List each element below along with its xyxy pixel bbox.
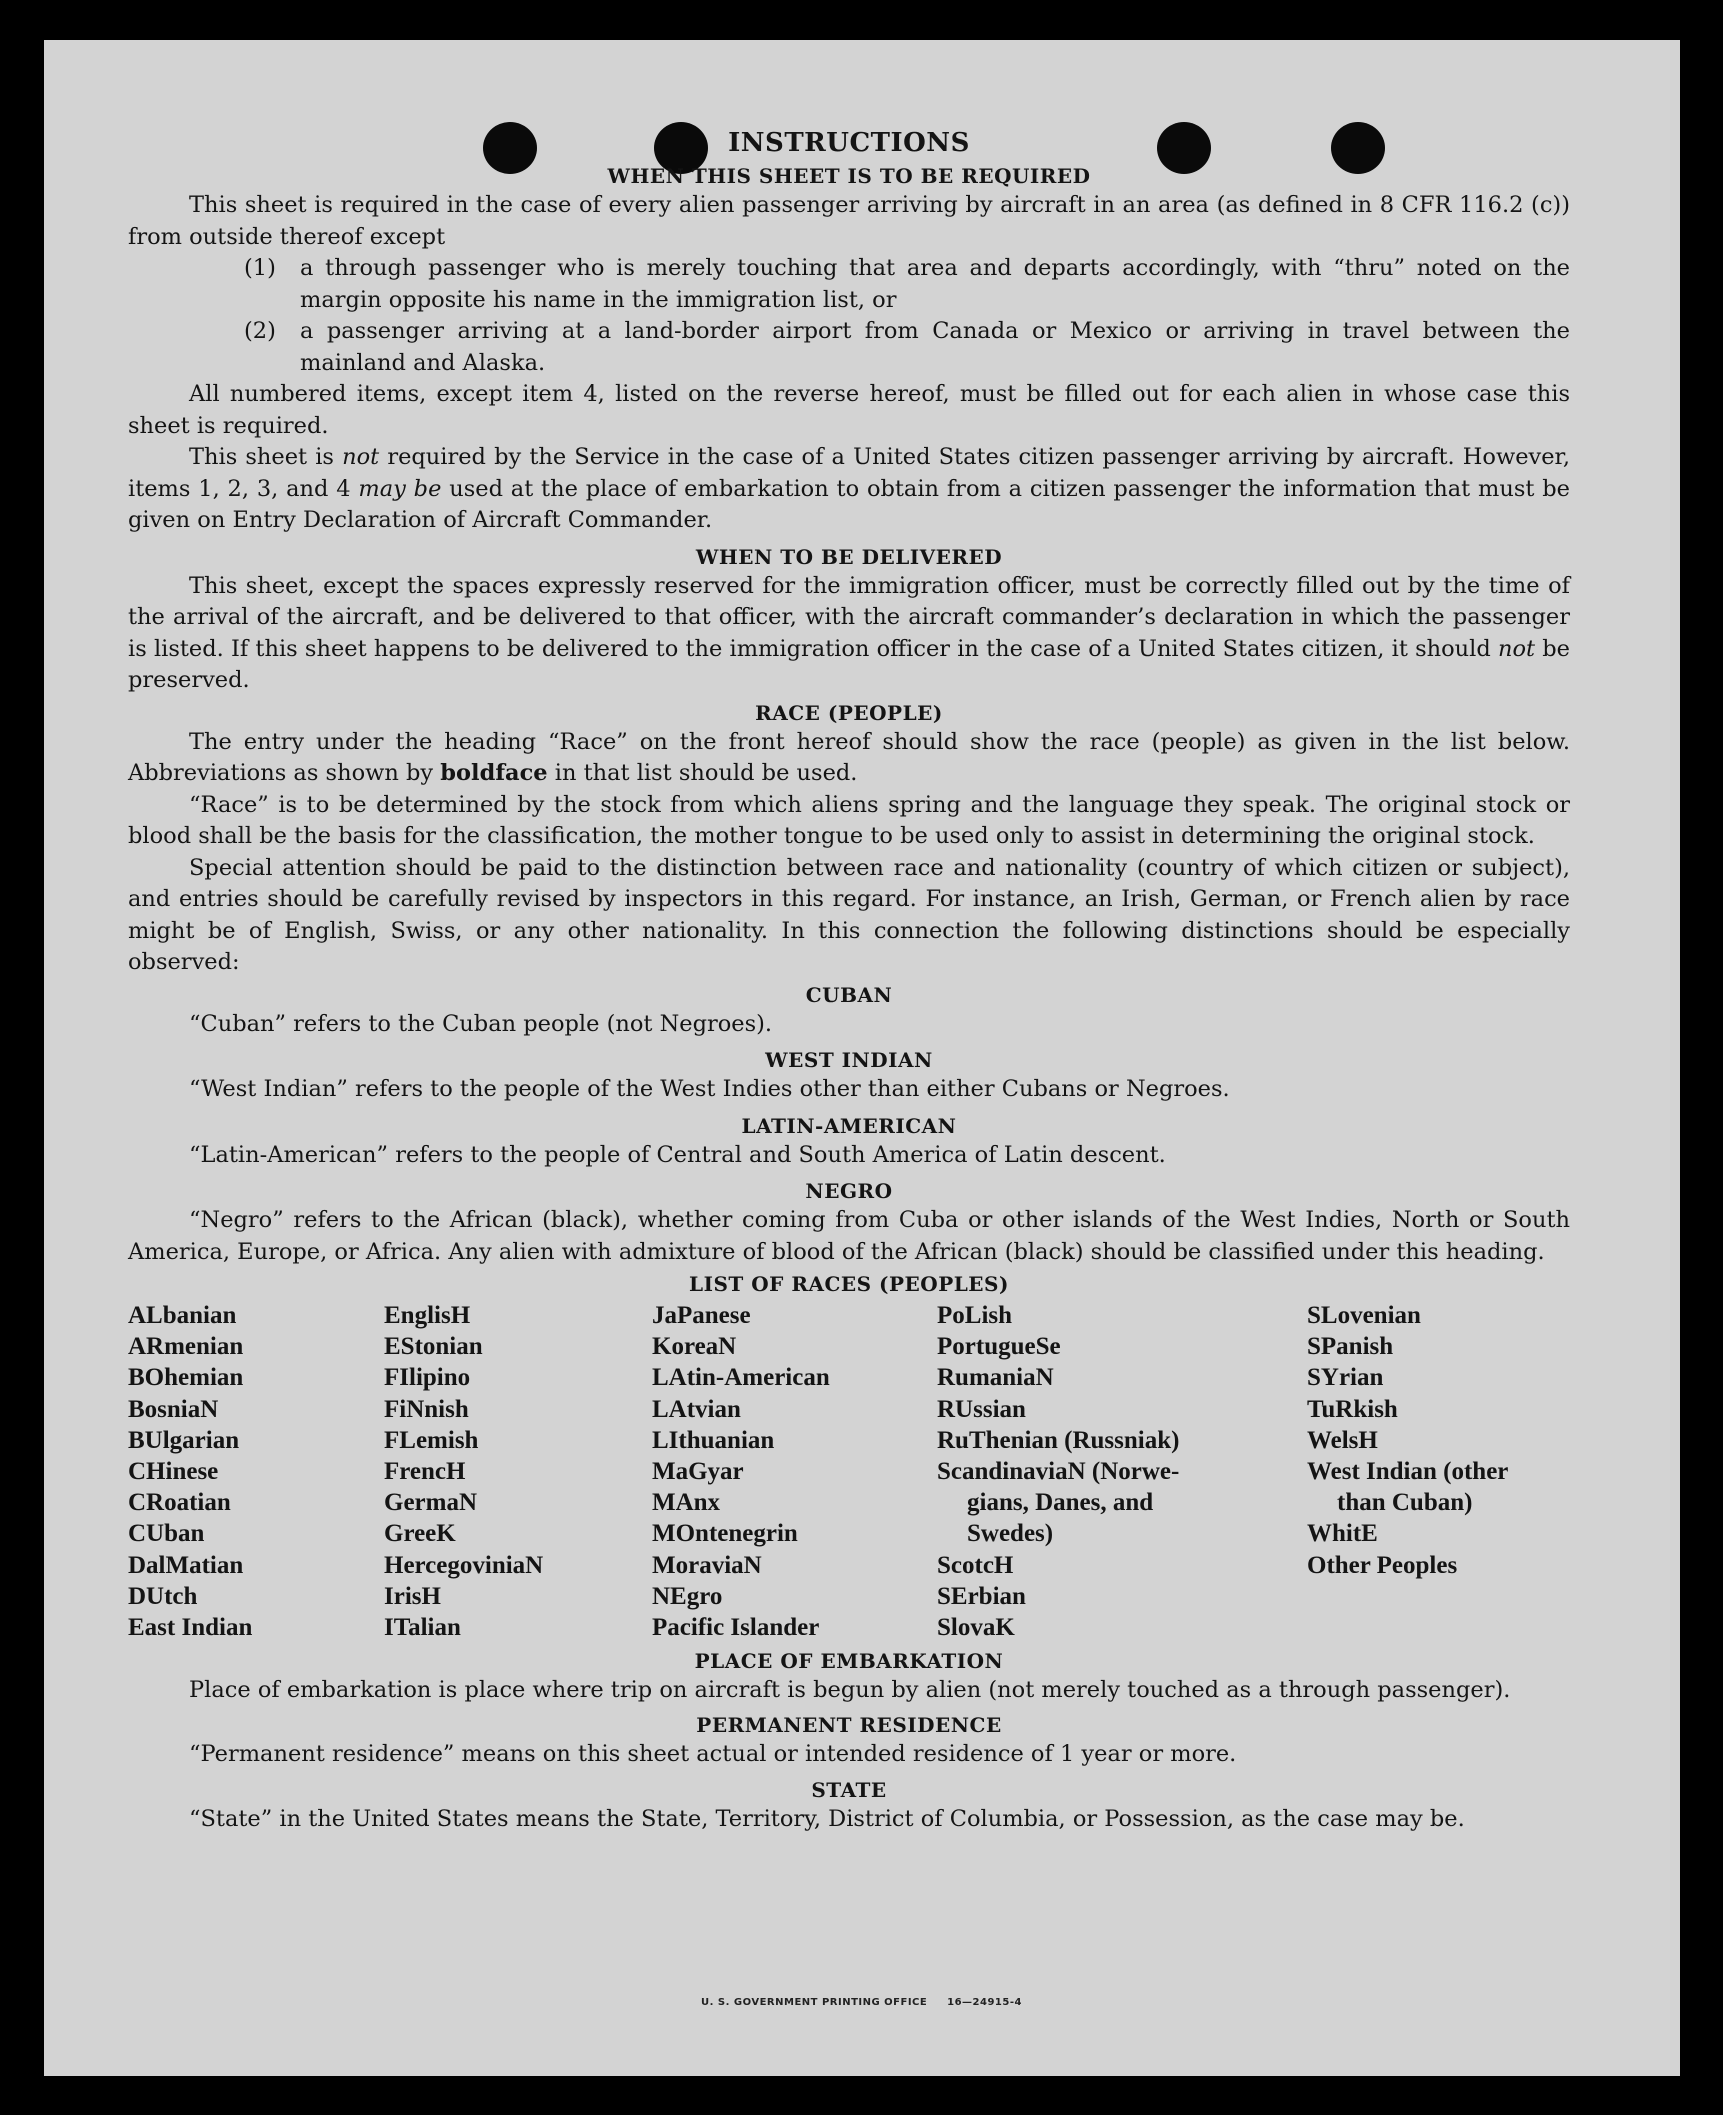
bold-text: boldface: [440, 760, 548, 786]
race-entry: ITalian: [384, 1614, 461, 1642]
printer-imprint: U. S. GOVERNMENT PRINTING OFFICE 16—24915-4: [701, 1997, 1022, 2008]
race-column: [937, 1300, 1307, 1643]
emphasis: not: [1497, 635, 1536, 662]
race-entry: than Cuban): [1337, 1489, 1473, 1517]
race-entry: SErbian: [937, 1582, 1026, 1610]
race-entry: Other Peoples: [1307, 1551, 1458, 1579]
race-entry: FrencH: [384, 1458, 466, 1486]
paragraph: This sheet is required in the case of every alien passenger arriving by aircraft in an area (as defined in 8 CFR 116.2 (c)) from outside thereof except: [128, 192, 1570, 250]
race-entry: gians, Danes, and: [967, 1489, 1154, 1517]
race-list: [128, 1300, 1570, 1643]
paragraph: All numbered items, except item 4, listed on the reverse hereof, must be filled out for each alien in whose case this sheet is required.: [128, 381, 1570, 439]
race-entry: BUlgarian: [128, 1426, 240, 1454]
race-entry: DalMatian: [128, 1551, 244, 1579]
race-entry: SLovenian: [1307, 1302, 1421, 1329]
paragraph: “Negro” refers to the African (black), whether coming from Cuba or other islands of the West Indies, North or South America, Europe, or Africa. Any alien with admixture of blood of the African (black) should be classified under this heading.: [128, 1207, 1570, 1265]
section-heading: WHEN TO BE DELIVERED: [695, 544, 1003, 569]
paragraph: “Cuban” refers to the Cuban people (not Negroes).: [189, 1010, 773, 1037]
paragraph: “Permanent residence” means on this sheet actual or intended residence of 1 year or more.: [189, 1740, 1237, 1767]
section-heading: WHEN THIS SHEET IS TO BE REQUIRED: [607, 164, 1091, 188]
text: be preserved.: [128, 635, 1570, 693]
race-entry: Pacific Islander: [652, 1614, 820, 1642]
list-item: [128, 316, 1570, 379]
race-entry: CUban: [128, 1520, 205, 1548]
paragraph: [128, 442, 1570, 537]
race-entry: FLemish: [384, 1426, 479, 1454]
race-entry: MaGyar: [652, 1458, 744, 1486]
paragraph: “Latin-American” refers to the people of Central and South America of Latin descent.: [189, 1141, 1166, 1168]
section-heading: LATIN-AMERICAN: [741, 1113, 957, 1138]
race-entry: DUtch: [128, 1582, 198, 1610]
paragraph: Place of embarkation is place where trip on aircraft is begun by alien (not merely touched as a through passenger).: [189, 1677, 1511, 1704]
race-entry: ScotcH: [937, 1551, 1014, 1579]
race-entry: BOhemian: [128, 1364, 244, 1392]
paragraph: “Race” is to be determined by the stock from which aliens spring and the language they speak. The original stock or blood shall be the basis for the classification, the mother tongue to be used only to assist in determining the original stock.: [128, 791, 1570, 849]
race-entry: GreeK: [384, 1520, 456, 1548]
section-heading: PERMANENT RESIDENCE: [696, 1712, 1002, 1737]
section-heading: PLACE OF EMBARKATION: [694, 1649, 1004, 1674]
race-entry: KoreaN: [652, 1333, 737, 1361]
paragraph: “State” in the United States means the State, Territory, District of Columbia, or Possession, as the case may be.: [189, 1806, 1465, 1833]
race-entry: RumaniaN: [937, 1364, 1054, 1392]
race-entry: ScandinaviaN (Norwe-: [937, 1458, 1180, 1486]
race-entry: CRoatian: [128, 1489, 231, 1517]
race-entry: RuThenian (Russniak): [937, 1426, 1180, 1454]
text: This sheet, except the spaces expressly reserved for the immigration officer, must be correctly filled out by the time of the arrival of the aircraft, and be delivered to that officer, with the aircraft commander’s declaration in which the passenger is listed. If this sheet happens to be delivered to the immigration officer in the case of a United States citizen, it should: [128, 572, 1570, 662]
text: in that list should be used.: [547, 760, 858, 786]
race-entry: BosniaN: [128, 1395, 219, 1423]
race-entry: MAnx: [652, 1489, 721, 1517]
race-entry: FIlipino: [384, 1364, 471, 1392]
race-entry: Swedes): [967, 1520, 1054, 1548]
race-entry: PortugueSe: [937, 1333, 1061, 1361]
race-entry: JaPanese: [652, 1302, 751, 1329]
race-column: [1307, 1300, 1570, 1643]
section-heading: NEGRO: [805, 1179, 893, 1203]
paragraph: [128, 727, 1570, 790]
race-entry: MOntenegrin: [652, 1520, 798, 1548]
race-entry: East Indian: [128, 1614, 253, 1642]
text: The entry under the heading “Race” on the front hereof should show the race (people) as given in the list below. Abbreviations as shown by: [128, 728, 1570, 786]
text: required by the Service in the case of a United States citizen passenger arriving by aircraft. However, items 1, 2, 3, and 4: [128, 444, 1570, 502]
race-entry: West Indian (other: [1307, 1458, 1509, 1486]
race-entry: EStonian: [384, 1333, 483, 1361]
race-entry: FiNnish: [384, 1395, 469, 1423]
paragraph: [128, 571, 1570, 697]
race-entry: ALbanian: [128, 1302, 237, 1329]
section-heading: WEST INDIAN: [765, 1048, 933, 1072]
race-entry: LAtvian: [652, 1395, 741, 1423]
race-entry: PoLish: [937, 1302, 1013, 1329]
race-entry: RUssian: [937, 1395, 1026, 1423]
emphasis: not: [342, 444, 380, 470]
race-entry: SYrian: [1307, 1364, 1384, 1392]
section-heading: STATE: [811, 1778, 887, 1803]
paragraph: “West Indian” refers to the people of the West Indies other than either Cubans or Negroes.: [189, 1076, 1230, 1102]
race-entry: WhitE: [1307, 1520, 1378, 1548]
race-entry: IrisH: [384, 1582, 441, 1610]
item-number: (1): [244, 255, 276, 281]
race-entry: SlovaK: [937, 1614, 1015, 1642]
section-heading: LIST OF RACES (PEOPLES): [689, 1272, 1009, 1296]
race-column: [384, 1300, 652, 1643]
text: This sheet is: [189, 444, 343, 470]
item-text: a through passenger who is merely touching that area and departs accordingly, with “thru” noted on the margin opposite his name in the immigration list, or: [300, 255, 1570, 313]
emphasis: may be: [358, 475, 442, 502]
instructions-body: [128, 126, 1570, 1836]
race-entry: GermaN: [384, 1489, 478, 1517]
race-entry: WelsH: [1307, 1426, 1378, 1454]
page-title: INSTRUCTIONS: [728, 128, 970, 158]
race-column: [652, 1300, 937, 1643]
race-entry: MoraviaN: [652, 1551, 762, 1579]
section-heading: RACE (PEOPLE): [755, 700, 943, 725]
race-entry: LAtin-American: [652, 1364, 830, 1392]
race-entry: SPanish: [1307, 1333, 1394, 1361]
race-entry: CHinese: [128, 1458, 219, 1486]
text: used at the place of embarkation to obtain from a citizen passenger the information that must be given on Entry Declaration of Aircraft Commander.: [128, 475, 1570, 533]
list-item: [128, 253, 1570, 316]
race-column: [128, 1300, 384, 1643]
section-heading: CUBAN: [805, 982, 893, 1007]
item-number: (2): [244, 318, 276, 344]
paragraph: Special attention should be paid to the distinction between race and nationality (country of which citizen or subject), and entries should be carefully revised by inspectors in this regard. For instance, an Irish, German, or French alien by race might be of English, Swiss, or any other nationality. In this connection the following distinctions should be especially observed:: [128, 854, 1570, 975]
race-entry: LIthuanian: [652, 1426, 775, 1454]
race-entry: HercegoviniaN: [384, 1551, 544, 1579]
race-entry: NEgro: [652, 1582, 723, 1610]
race-entry: TuRkish: [1307, 1395, 1398, 1423]
race-entry: ARmenian: [128, 1333, 244, 1361]
race-entry: EnglisH: [384, 1302, 471, 1329]
item-text: a passenger arriving at a land-border airport from Canada or Mexico or arriving in travel between the mainland and Alaska.: [300, 318, 1570, 376]
